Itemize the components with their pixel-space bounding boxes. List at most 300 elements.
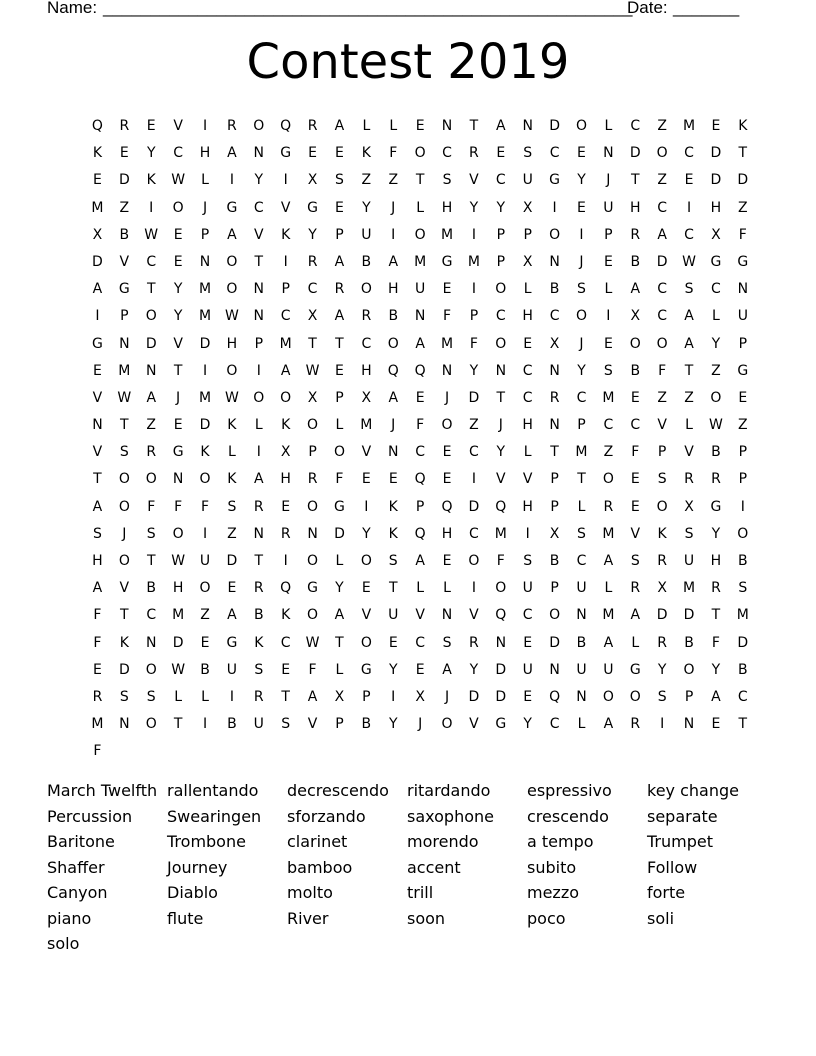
grid-letter[interactable]: G	[226, 634, 238, 651]
grid-letter[interactable]: N	[172, 471, 184, 488]
grid-letter[interactable]: N	[495, 634, 507, 651]
grid-letter[interactable]: L	[335, 553, 344, 569]
grid-letter[interactable]: A	[334, 253, 345, 270]
grid-letter[interactable]: C	[361, 335, 372, 352]
grid-letter[interactable]: G	[226, 199, 238, 216]
grid-letter[interactable]: C	[576, 389, 587, 406]
grid-letter[interactable]: E	[173, 253, 183, 270]
grid-letter[interactable]: N	[441, 607, 453, 624]
grid-letter[interactable]: O	[118, 553, 130, 569]
grid-letter[interactable]: Y	[388, 661, 398, 678]
grid-letter[interactable]: O	[307, 553, 319, 569]
grid-letter[interactable]: L	[389, 118, 398, 134]
grid-letter[interactable]: L	[604, 118, 613, 134]
grid-letter[interactable]: D	[629, 145, 641, 162]
grid-letter[interactable]: Y	[146, 145, 156, 162]
grid-letter[interactable]: Y	[523, 716, 532, 733]
grid-letter[interactable]: U	[576, 661, 587, 678]
grid-letter[interactable]: W	[305, 362, 320, 379]
grid-letter[interactable]: A	[227, 145, 237, 162]
grid-letter[interactable]: E	[173, 226, 183, 243]
name-blank-line[interactable]: ________________________________________________________	[103, 0, 633, 17]
grid-letter[interactable]: H	[522, 308, 533, 325]
grid-letter[interactable]: O	[414, 226, 426, 243]
grid-letter[interactable]: O	[441, 716, 453, 733]
grid-letter[interactable]: P	[120, 308, 129, 325]
grid-letter[interactable]: X	[307, 389, 318, 406]
grid-letter[interactable]: O	[253, 389, 265, 406]
grid-letter[interactable]: U	[603, 661, 614, 678]
grid-letter[interactable]: Q	[280, 118, 292, 134]
grid-letter[interactable]: X	[630, 308, 641, 325]
grid-letter[interactable]: J	[122, 525, 127, 542]
grid-letter[interactable]: E	[93, 661, 102, 678]
grid-letter[interactable]: V	[415, 607, 425, 624]
grid-letter[interactable]: J	[579, 253, 584, 270]
grid-letter[interactable]: J	[579, 335, 584, 352]
grid-letter[interactable]: K	[119, 634, 129, 651]
grid-letter[interactable]: U	[415, 281, 426, 298]
grid-letter[interactable]: A	[334, 308, 345, 325]
grid-letter[interactable]: F	[335, 471, 344, 488]
grid-letter[interactable]: G	[629, 661, 641, 678]
grid-letter[interactable]: X	[307, 172, 318, 189]
grid-letter[interactable]: R	[657, 553, 668, 569]
grid-letter[interactable]: K	[281, 607, 291, 624]
grid-letter[interactable]: N	[576, 607, 587, 624]
grid-letter[interactable]: E	[630, 389, 640, 406]
grid-letter[interactable]: J	[202, 199, 208, 216]
grid-letter[interactable]: M	[602, 389, 615, 406]
grid-letter[interactable]: N	[549, 417, 560, 434]
grid-letter[interactable]: R	[253, 688, 264, 705]
grid-letter[interactable]: X	[522, 199, 533, 216]
grid-letter[interactable]: T	[738, 145, 748, 162]
grid-letter[interactable]: D	[199, 417, 211, 434]
grid-letter[interactable]: T	[388, 580, 398, 597]
grid-letter[interactable]: O	[387, 335, 399, 352]
grid-letter[interactable]: C	[280, 308, 291, 325]
grid-letter[interactable]: E	[523, 688, 533, 705]
grid-letter[interactable]: B	[576, 634, 587, 651]
grid-letter[interactable]: F	[308, 661, 317, 678]
grid-letter[interactable]: I	[391, 226, 396, 243]
grid-letter[interactable]: V	[280, 199, 291, 216]
grid-letter[interactable]: P	[577, 417, 586, 434]
grid-letter[interactable]: M	[602, 607, 615, 624]
grid-letter[interactable]: R	[469, 634, 479, 651]
grid-letter[interactable]: H	[280, 471, 291, 488]
grid-letter[interactable]: N	[145, 634, 157, 651]
grid-letter[interactable]: Y	[711, 335, 721, 352]
grid-letter[interactable]: T	[335, 634, 344, 651]
grid-letter[interactable]: N	[441, 118, 453, 134]
grid-letter[interactable]: A	[603, 716, 614, 733]
grid-letter[interactable]: P	[738, 335, 748, 352]
grid-letter[interactable]: I	[364, 498, 369, 515]
grid-letter[interactable]: G	[549, 172, 561, 189]
grid-letter[interactable]: R	[307, 471, 318, 488]
grid-letter[interactable]: F	[442, 308, 452, 325]
grid-letter[interactable]: Z	[200, 607, 210, 624]
grid-letter[interactable]: E	[711, 716, 721, 733]
grid-letter[interactable]: F	[496, 553, 505, 569]
grid-letter[interactable]: M	[440, 335, 454, 352]
grid-letter[interactable]: C	[603, 417, 614, 434]
grid-letter[interactable]: P	[415, 498, 425, 515]
grid-letter[interactable]: O	[495, 281, 507, 298]
grid-letter[interactable]: Q	[441, 498, 453, 515]
grid-letter[interactable]: Y	[308, 226, 317, 243]
grid-letter[interactable]: B	[361, 253, 372, 270]
grid-letter[interactable]: A	[630, 281, 641, 298]
grid-letter[interactable]: C	[495, 308, 506, 325]
grid-letter[interactable]: J	[606, 172, 611, 189]
grid-letter[interactable]: N	[737, 281, 749, 298]
grid-letter[interactable]: K	[361, 145, 371, 162]
grid-letter[interactable]: M	[198, 281, 212, 298]
grid-letter[interactable]: O	[656, 145, 668, 162]
grid-letter[interactable]: Z	[684, 389, 694, 406]
grid-letter[interactable]: R	[630, 226, 641, 243]
grid-letter[interactable]: O	[495, 580, 507, 597]
grid-letter[interactable]: E	[442, 444, 452, 461]
grid-letter[interactable]: O	[656, 335, 668, 352]
grid-letter[interactable]: D	[468, 688, 480, 705]
grid-letter[interactable]: I	[740, 498, 745, 515]
grid-letter[interactable]: L	[201, 688, 209, 705]
grid-letter[interactable]: P	[684, 688, 694, 705]
grid-letter[interactable]: C	[737, 688, 748, 705]
grid-letter[interactable]: E	[361, 471, 371, 488]
grid-letter[interactable]: A	[92, 281, 103, 298]
grid-letter[interactable]: Y	[335, 580, 344, 597]
grid-letter[interactable]: E	[711, 118, 721, 134]
grid-letter[interactable]: Y	[362, 525, 371, 542]
grid-letter[interactable]: B	[630, 253, 641, 270]
grid-letter[interactable]: F	[469, 335, 478, 352]
grid-letter[interactable]: E	[738, 389, 748, 406]
grid-letter[interactable]: A	[92, 498, 103, 515]
grid-letter[interactable]: L	[577, 716, 586, 733]
grid-letter[interactable]: T	[308, 335, 317, 352]
grid-letter[interactable]: C	[549, 308, 560, 325]
grid-letter[interactable]: Q	[280, 580, 292, 597]
grid-letter[interactable]: N	[307, 525, 318, 542]
grid-letter[interactable]: P	[550, 498, 559, 515]
grid-letter[interactable]: T	[254, 553, 264, 569]
grid-letter[interactable]: R	[469, 145, 479, 162]
grid-letter[interactable]: A	[496, 118, 506, 134]
grid-letter[interactable]: B	[119, 226, 130, 243]
grid-letter[interactable]: J	[444, 389, 450, 406]
grid-letter[interactable]: Z	[711, 362, 721, 379]
grid-letter[interactable]: M	[736, 607, 749, 624]
grid-letter[interactable]: L	[604, 580, 613, 597]
grid-letter[interactable]: L	[443, 580, 451, 597]
grid-letter[interactable]: I	[202, 525, 208, 542]
grid-letter[interactable]: S	[657, 471, 667, 488]
grid-letter[interactable]: E	[577, 145, 586, 162]
grid-letter[interactable]: R	[657, 634, 668, 651]
grid-letter[interactable]: T	[684, 362, 694, 379]
grid-letter[interactable]: Y	[577, 362, 586, 379]
grid-letter[interactable]: K	[92, 145, 103, 162]
grid-letter[interactable]: G	[710, 253, 722, 270]
grid-letter[interactable]: H	[226, 335, 238, 352]
grid-letter[interactable]: L	[227, 444, 236, 461]
grid-letter[interactable]: W	[171, 661, 186, 678]
grid-letter[interactable]: P	[550, 471, 559, 488]
grid-letter[interactable]: O	[360, 634, 372, 651]
grid-letter[interactable]: I	[471, 580, 476, 597]
grid-letter[interactable]: F	[174, 498, 183, 515]
grid-letter[interactable]: B	[684, 634, 694, 651]
grid-letter[interactable]: V	[469, 607, 479, 624]
grid-letter[interactable]: P	[523, 226, 532, 243]
grid-letter[interactable]: D	[226, 553, 238, 569]
grid-letter[interactable]: O	[441, 417, 453, 434]
grid-letter[interactable]: R	[253, 498, 264, 515]
grid-letter[interactable]: W	[171, 553, 186, 569]
grid-letter[interactable]: B	[630, 362, 641, 379]
grid-letter[interactable]: A	[711, 688, 721, 705]
grid-letter[interactable]: N	[253, 525, 265, 542]
grid-letter[interactable]: E	[442, 553, 452, 569]
grid-letter[interactable]: V	[92, 389, 103, 406]
grid-letter[interactable]: S	[119, 444, 129, 461]
grid-letter[interactable]: E	[415, 661, 425, 678]
grid-letter[interactable]: G	[118, 281, 130, 298]
grid-letter[interactable]: T	[254, 253, 264, 270]
grid-letter[interactable]: F	[416, 417, 425, 434]
grid-letter[interactable]: O	[575, 118, 587, 134]
grid-letter[interactable]: D	[656, 253, 668, 270]
grid-letter[interactable]: Z	[388, 172, 399, 189]
grid-letter[interactable]: D	[495, 688, 507, 705]
grid-letter[interactable]: O	[199, 580, 211, 597]
grid-letter[interactable]: S	[523, 145, 533, 162]
grid-letter[interactable]: I	[471, 226, 476, 243]
grid-letter[interactable]: L	[335, 417, 344, 434]
grid-letter[interactable]: S	[684, 525, 694, 542]
grid-letter[interactable]: X	[684, 498, 694, 515]
grid-letter[interactable]: O	[710, 389, 722, 406]
grid-letter[interactable]: O	[656, 498, 668, 515]
grid-letter[interactable]: B	[253, 607, 264, 624]
grid-letter[interactable]: X	[549, 335, 560, 352]
grid-letter[interactable]: E	[227, 580, 237, 597]
grid-letter[interactable]: V	[469, 172, 479, 189]
grid-letter[interactable]: P	[335, 389, 344, 406]
grid-letter[interactable]: E	[388, 471, 398, 488]
grid-letter[interactable]: E	[577, 199, 586, 216]
grid-letter[interactable]: C	[173, 145, 183, 162]
grid-letter[interactable]: H	[199, 145, 211, 162]
grid-letter[interactable]: I	[525, 525, 530, 542]
grid-letter[interactable]: B	[711, 444, 721, 461]
grid-letter[interactable]: V	[522, 471, 533, 488]
grid-letter[interactable]: C	[549, 716, 560, 733]
grid-letter[interactable]: H	[629, 199, 641, 216]
grid-letter[interactable]: I	[229, 688, 234, 705]
grid-letter[interactable]: U	[737, 308, 748, 325]
grid-letter[interactable]: H	[441, 199, 453, 216]
grid-letter[interactable]: R	[253, 580, 264, 597]
grid-letter[interactable]: T	[577, 471, 586, 488]
grid-letter[interactable]: G	[737, 362, 749, 379]
grid-letter[interactable]: S	[227, 498, 237, 515]
grid-letter[interactable]: D	[118, 661, 130, 678]
grid-letter[interactable]: D	[683, 607, 695, 624]
grid-letter[interactable]: O	[602, 471, 614, 488]
grid-letter[interactable]: N	[388, 444, 399, 461]
grid-letter[interactable]: X	[280, 444, 291, 461]
grid-letter[interactable]: E	[496, 145, 506, 162]
grid-letter[interactable]: M	[575, 444, 588, 461]
grid-letter[interactable]: E	[603, 253, 613, 270]
grid-letter[interactable]: H	[441, 525, 453, 542]
grid-letter[interactable]: P	[496, 226, 506, 243]
grid-letter[interactable]: N	[576, 688, 587, 705]
grid-letter[interactable]: O	[360, 553, 372, 569]
grid-letter[interactable]: T	[120, 607, 129, 624]
grid-letter[interactable]: U	[522, 661, 533, 678]
grid-letter[interactable]: F	[658, 362, 667, 379]
grid-letter[interactable]: S	[146, 688, 156, 705]
grid-letter[interactable]: Q	[414, 471, 426, 488]
grid-letter[interactable]: P	[254, 335, 264, 352]
grid-letter[interactable]: I	[471, 281, 476, 298]
grid-letter[interactable]: Y	[388, 716, 398, 733]
grid-letter[interactable]: H	[387, 281, 399, 298]
grid-letter[interactable]: T	[496, 389, 506, 406]
grid-letter[interactable]: R	[603, 498, 614, 515]
grid-letter[interactable]: G	[710, 498, 722, 515]
grid-letter[interactable]: I	[229, 172, 234, 189]
grid-letter[interactable]: S	[577, 525, 586, 542]
grid-letter[interactable]: L	[577, 498, 586, 515]
grid-letter[interactable]: Y	[469, 199, 479, 216]
grid-letter[interactable]: E	[308, 145, 317, 162]
grid-letter[interactable]: E	[93, 172, 102, 189]
grid-letter[interactable]: O	[307, 498, 319, 515]
grid-letter[interactable]: M	[172, 607, 185, 624]
grid-letter[interactable]: S	[146, 525, 156, 542]
grid-letter[interactable]: C	[469, 525, 479, 542]
grid-letter[interactable]: T	[415, 172, 425, 189]
grid-letter[interactable]: Q	[495, 607, 507, 624]
grid-letter[interactable]: R	[684, 471, 694, 488]
grid-letter[interactable]: I	[256, 362, 261, 379]
grid-letter[interactable]: C	[549, 145, 560, 162]
grid-letter[interactable]: I	[391, 688, 396, 705]
grid-letter[interactable]: C	[684, 226, 694, 243]
grid-letter[interactable]: Z	[657, 172, 667, 189]
grid-letter[interactable]: I	[149, 199, 154, 216]
grid-letter[interactable]: U	[253, 716, 264, 733]
grid-letter[interactable]: H	[172, 580, 184, 597]
grid-letter[interactable]: N	[549, 661, 560, 678]
grid-letter[interactable]: L	[362, 118, 371, 134]
grid-letter[interactable]: Q	[414, 362, 426, 379]
grid-letter[interactable]: S	[119, 688, 129, 705]
grid-letter[interactable]: D	[656, 607, 668, 624]
grid-letter[interactable]: A	[442, 661, 452, 678]
grid-letter[interactable]: O	[118, 498, 130, 515]
grid-letter[interactable]: L	[201, 172, 209, 189]
grid-letter[interactable]: D	[549, 634, 560, 651]
grid-letter[interactable]: S	[442, 634, 452, 651]
grid-letter[interactable]: X	[415, 688, 425, 705]
grid-letter[interactable]: G	[495, 716, 507, 733]
grid-letter[interactable]: O	[307, 417, 319, 434]
grid-letter[interactable]: A	[684, 308, 694, 325]
grid-letter[interactable]: B	[200, 661, 210, 678]
grid-letter[interactable]: O	[629, 335, 641, 352]
grid-letter[interactable]: N	[145, 362, 157, 379]
grid-letter[interactable]: F	[389, 145, 398, 162]
grid-letter[interactable]: H	[522, 417, 533, 434]
grid-letter[interactable]: M	[682, 118, 696, 134]
grid-letter[interactable]: M	[91, 716, 104, 733]
grid-letter[interactable]: N	[92, 417, 103, 434]
grid-letter[interactable]: D	[710, 172, 722, 189]
grid-letter[interactable]: C	[146, 607, 157, 624]
grid-letter[interactable]: S	[684, 281, 694, 298]
grid-letter[interactable]: T	[146, 281, 156, 298]
grid-letter[interactable]: F	[93, 743, 102, 760]
grid-letter[interactable]: K	[200, 444, 210, 461]
grid-letter[interactable]: U	[603, 199, 614, 216]
grid-letter[interactable]: C	[657, 281, 668, 298]
grid-letter[interactable]: S	[657, 688, 667, 705]
grid-letter[interactable]: E	[361, 580, 371, 597]
grid-letter[interactable]: M	[360, 417, 373, 434]
grid-letter[interactable]: G	[334, 498, 345, 515]
grid-letter[interactable]: A	[334, 118, 345, 134]
grid-letter[interactable]: C	[522, 362, 533, 379]
grid-letter[interactable]: E	[603, 335, 613, 352]
grid-letter[interactable]: I	[95, 308, 100, 325]
grid-letter[interactable]: I	[283, 553, 288, 569]
grid-letter[interactable]: S	[738, 580, 748, 597]
grid-letter[interactable]: U	[522, 172, 533, 189]
grid-letter[interactable]: K	[281, 417, 291, 434]
grid-letter[interactable]: K	[227, 417, 237, 434]
grid-letter[interactable]: B	[388, 308, 399, 325]
grid-letter[interactable]: K	[227, 471, 237, 488]
grid-letter[interactable]: H	[522, 498, 533, 515]
grid-letter[interactable]: Z	[361, 172, 372, 189]
grid-letter[interactable]: T	[630, 172, 640, 189]
grid-letter[interactable]: G	[737, 253, 749, 270]
grid-letter[interactable]: I	[686, 199, 692, 216]
grid-letter[interactable]: O	[145, 716, 157, 733]
grid-letter[interactable]: Y	[254, 172, 264, 189]
grid-letter[interactable]: C	[469, 444, 479, 461]
grid-letter[interactable]: M	[494, 525, 507, 542]
grid-letter[interactable]: C	[415, 444, 426, 461]
grid-letter[interactable]: L	[685, 417, 693, 434]
grid-letter[interactable]: P	[738, 444, 748, 461]
grid-letter[interactable]: R	[280, 525, 291, 542]
grid-letter[interactable]: Q	[387, 362, 399, 379]
grid-letter[interactable]: V	[119, 253, 130, 270]
grid-letter[interactable]: X	[711, 226, 721, 243]
grid-letter[interactable]: C	[684, 145, 694, 162]
date-blank-line[interactable]: _______	[673, 0, 740, 17]
